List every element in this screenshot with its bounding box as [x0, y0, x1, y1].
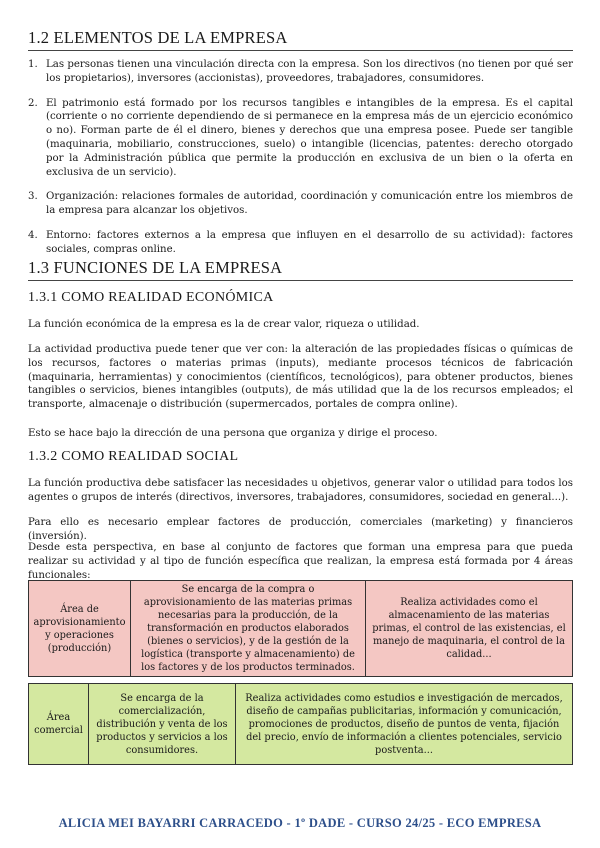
list-item: 4. Entorno: factores externos a la empresa que influyen en el desarrollo de su actividad): factores sociales, compras online.: [28, 229, 573, 255]
area-activities-cell: Realiza actividades como el almacenamiento de las materias primas, el control de las existencias, el manejo de maquinaria, el control de la calidad...: [366, 581, 573, 677]
subsection-title-economica: 1.3.1 COMO REALIDAD ECONÓMICA: [28, 290, 274, 305]
list-item: 3. Organización: relaciones formales de autoridad, coordinación y comunicación entre los miembros de la empresa para alcanzar los objetivos.: [28, 191, 573, 217]
section-title-elementos: 1.2 ELEMENTOS DE LA EMPRESA: [28, 28, 573, 51]
area-table-production: [28, 580, 573, 677]
paragraph: La actividad productiva puede tener que ver con: la alteración de las propiedades físicas o químicas de los recursos, factores o materias primas (inputs), mediante procesos técnicos de fabricación (maquinaria, herramientas) y conocimientos (científicos, tecnológicos), para obtener productos, bienes tangibles o servicios, bienes intangibles (outputs), de más utilidad que la de los recursos empleados; el transporte, almacenaje o distribución (supermercados, portales de compra online).: [28, 344, 573, 411]
paragraph: La función productiva debe satisfacer las necesidades u objetivos, generar valor o utilidad para todos los agentes o grupos de interés (directivos, inversores, trabajadores, consumidores, sociedad en general...).: [28, 478, 573, 503]
table-row: [29, 581, 573, 677]
subsection-title-social: 1.3.2 COMO REALIDAD SOCIAL: [28, 449, 239, 464]
area-desc-cell: Se encarga de la comercialización, distribución y venta de los productos y servicios a los consumidores.: [89, 684, 236, 765]
area-table-commercial: [28, 683, 573, 765]
area-name-cell: Área comercial: [29, 684, 89, 765]
area-name-cell: Área de aprovisionamiento y operaciones (producción): [29, 581, 131, 677]
paragraph: Desde esta perspectiva, en base al conjunto de factores que forman una empresa para que pueda realizar su actividad y al tipo de función específica que realizan, la empresa está formada por 4 áreas funcionales:: [28, 542, 573, 581]
list-item: 2. El patrimonio está formado por los recursos tangibles e intangibles de la empresa. Es el capital (corriente o no corriente dependiendo de si permanece en la empresa más de un ejercicio económico o no). Forman parte de él el dinero, bienes y derechos que una empresa posee. Puede ser tangible (maquinaria, mobiliario, construcciones, suelo) o intangible (licencias, patentes: derecho otorgado por la Administración pública que permite la producción en exclusiva de un bien o la oferta en exclusiva de un servicio).: [28, 97, 573, 178]
list-item: 1. Las personas tienen una vinculación directa con la empresa. Son los directivos (no tienen por qué ser los propietarios), inversores (accionistas), proveedores, trabajadores, consumidores.: [28, 59, 573, 84]
table-row: [29, 684, 573, 765]
paragraph: Para ello es necesario emplear factores de producción, comerciales (marketing) y financieros (inversión).: [28, 517, 573, 542]
paragraph: Esto se hace bajo la dirección de una persona que organiza y dirige el proceso.: [28, 428, 438, 439]
page-footer: ALICIA MEI BAYARRI CARRACEDO - 1º DADE - CURSO 24/25 - ECO EMPRESA: [58, 816, 542, 830]
elements-list: [28, 58, 573, 257]
section-title-funciones: 1.3 FUNCIONES DE LA EMPRESA: [28, 258, 573, 281]
area-desc-cell: Se encarga de la compra o aprovisionamiento de las materias primas necesarias para la producción, de la transformación en productos elaborados (bienes o servicios), y de la gestión de la logística (transporte y almacenamiento) de los factores y de los productos terminados.: [131, 581, 366, 677]
paragraph: La función económica de la empresa es la de crear valor, riqueza o utilidad.: [28, 319, 420, 330]
area-activities-cell: Realiza actividades como estudios e investigación de mercados, diseño de campañas publicitarias, información y comunicación, promociones de productos, diseño de puntos de venta, fijación del precio, envío de información a clientes potenciales, servicio postventa...: [236, 684, 573, 765]
